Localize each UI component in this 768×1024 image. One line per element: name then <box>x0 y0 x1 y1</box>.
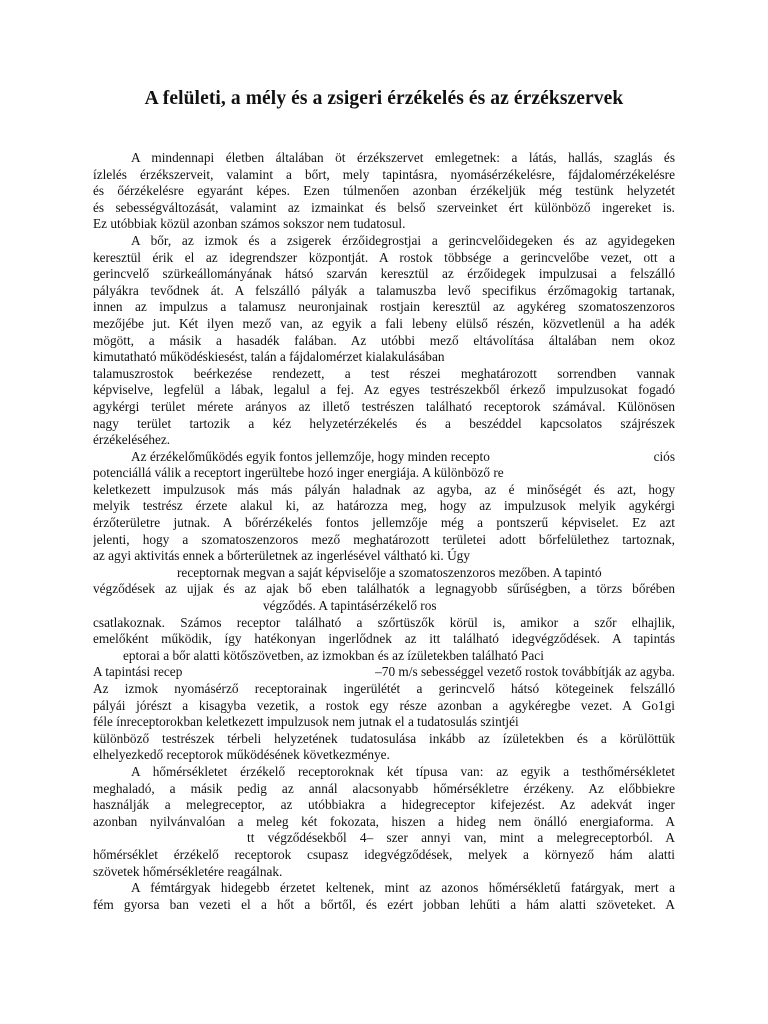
document-title: A felületi, a mély és a zsigeri érzékelés és az érzékszervek <box>144 88 624 109</box>
text-line <box>93 781 675 798</box>
text-line <box>93 631 675 648</box>
text-line <box>93 216 675 233</box>
text-line-content: szövetek hőmérsékletére reagálnak. <box>93 863 283 879</box>
text-line <box>93 648 675 665</box>
text-line-content: nagy terület tartozik a kéz helyzetérzékelés és a beszéddel kapcsolatos szájrészek <box>93 415 675 431</box>
text-line-content: érzőterületre jutnak. A bőrérzékelés fontos jellemzője még a pontszerű képviselet. Ez azt <box>93 515 675 531</box>
text-line <box>93 299 675 316</box>
text-line-fragment: ciós <box>653 448 675 464</box>
text-line <box>93 316 675 333</box>
text-line-content: ízlelés érzékszerveit, valamint a bőrt, mely tapintásra, nyomásérzékelésre, fájdalomérzékelésre <box>93 166 675 182</box>
text-line-content: és őérzékelésre egyaránt képes. Ezen túlmenően azonban érzékeljük még testünk helyzetét <box>93 183 675 199</box>
text-line-content: azonban nyilvánvalóan a meleg két fokozata, hiszen a hideg nem önálló energiaforma. A <box>93 813 675 829</box>
text-line-content: Az érzékelőműködés egyik fontos jellemzője, hogy minden recepto <box>131 448 490 464</box>
text-line <box>93 382 675 399</box>
text-line <box>93 266 675 283</box>
text-line-content: receptornak megvan a saját képviselője a szomatoszenzoros mezőben. A tapintó <box>177 564 602 580</box>
text-line-content: fém gyorsa ban vezeti el a hőt a bőrtől, és ezért jobban lehűti a hám alatti szöveteket. A <box>93 896 675 912</box>
text-line-content: pályái jórészt a kisagyba vezetik, a rostok egy része azonban a agykéregbe vezet. A Go1gi <box>93 697 675 713</box>
text-line <box>93 416 675 433</box>
text-line-content: A hőmérsékletet érzékelő receptoroknak két típusa van: az egyik a testhőmérsékletet <box>131 763 675 779</box>
text-line-content: keletkezett impulzusok más más pályán haladnak az agyba, az é minőségét és azt, hogy <box>93 481 675 497</box>
text-line <box>93 830 675 847</box>
text-line <box>93 183 675 200</box>
text-line <box>93 150 675 167</box>
text-line-content: használják a melegreceptor, az utóbbiakra a hidegreceptor kifejezést. Az adekvát inger <box>93 797 675 813</box>
text-line <box>93 581 675 598</box>
text-line <box>93 615 675 632</box>
text-line-content: eptorai a bőr alatti kötőszövetben, az izmokban és az ízületekben található Paci <box>123 647 544 663</box>
text-line <box>93 333 675 350</box>
text-line <box>93 167 675 184</box>
text-line-content: keresztül érik el az idegrendszer központját. A rostok többsége a gerincvelőbe vezet, ott a <box>93 249 675 265</box>
text-line <box>93 366 675 383</box>
text-line-content: mezőjébe jut. Két ilyen mező van, az egyik a fali lebeny elülső részén, közvetlenül a ha adék <box>93 315 675 331</box>
text-line <box>93 498 675 515</box>
text-line-content: hőmérséklet érzékelő receptorok csupasz idegvégződések, melyek a környező hám alatti <box>93 846 675 862</box>
text-line <box>93 399 675 416</box>
text-line-content: jelenti, hogy a szomatoszenzoros mező meghatározott területei adott bőrfelülethez tartoznak, <box>93 531 675 547</box>
text-line <box>93 747 675 764</box>
text-line-content: A fémtárgyak hidegebb érzetet keltenek, mint az azonos hőmérsékletű fatárgyak, mert a <box>131 880 675 896</box>
text-line-content: különböző testrészek térbeli helyzetének tudatosulása inkább az ízületekben és a körülöttük <box>93 730 675 746</box>
text-line <box>93 681 675 698</box>
text-line-content: kimutatható működéskiesést, talán a fájdalomérzet kialakulásában <box>93 349 445 365</box>
text-line-content: végződések az ujjak és az ajak bő eben találhatók a legnagyobb sűrűségben, a törzs bőrében <box>93 581 675 597</box>
text-line <box>93 482 675 499</box>
text-line <box>93 797 675 814</box>
text-line-content: végződés. A tapintásérzékelő ros <box>263 598 437 614</box>
text-line-content: féle ínreceptorokban keletkezett impulzusok nem jutnak el a tudatosulás szintjéi <box>93 714 519 730</box>
text-line <box>93 864 675 881</box>
text-line <box>93 664 675 681</box>
text-line-content: és sebességváltozását, valamint az izmainkat és belső szerveinket ért különböző ingereket is. <box>93 199 675 215</box>
text-line <box>93 598 675 615</box>
text-line-content: csatlakoznak. Számos receptor található a szőrtüszők körül is, amikor a szőr elhajlik, <box>93 614 675 630</box>
text-line-content: innen az impulzus a talamusz neuronjainak rostjain keresztül az agykéreg szomatoszenzoros <box>93 299 675 315</box>
text-line-content: A mindennapi életben általában öt érzékszervet emlegetnek: a látás, hallás, szaglás és <box>131 150 675 165</box>
text-line <box>93 200 675 217</box>
text-line <box>93 548 675 565</box>
text-line-content: az agyi aktivitás ennek a bőrterületnek az ingerlésével váltható ki. Úgy <box>93 548 470 564</box>
text-line-content: mögött, a másik a hasadék falában. Az utóbbi mező eltávolítása általában nem okoz <box>93 332 675 348</box>
document-body <box>93 150 675 913</box>
text-line <box>93 847 675 864</box>
text-line-content: emelőként működik, így hatékonyan ingerlődnek az itt található idegvégződések. A tapintás <box>93 631 675 647</box>
text-line-fragment: –70 m/s sebességgel vezető rostok továbbítják az agyba. <box>375 664 675 680</box>
text-line <box>93 349 675 366</box>
text-line <box>93 233 675 250</box>
text-line-content: pályákra tevődnek át. A felszálló pályák a talamuszba levő specifikus érzőmagokig tartanak, <box>93 282 675 298</box>
text-line-content: tt végződésekből 4– szer annyi van, mint a melegreceptorból. A <box>247 830 675 846</box>
text-line <box>93 250 675 267</box>
text-line-content: Ez utóbbiak közül azonban számos sokszor nem tudatosul. <box>93 216 406 232</box>
text-line <box>93 764 675 781</box>
text-line <box>93 897 675 914</box>
text-line-content: Az izmok nyomásérző receptorainak ingerülétét a gerincvelő hátsó kötegeinek felszálló <box>93 681 675 696</box>
text-line <box>93 432 675 449</box>
text-line-content: A bőr, az izmok és a zsigerek érzőidegrostjai a gerincvelőidegeken és az agyidegeken <box>131 232 675 248</box>
text-line <box>93 565 675 582</box>
text-line-content: képviselve, legfelül a lábak, legalul a fej. Az egyes testrészekből érkező impulzusokat fogadó <box>93 382 675 398</box>
text-line-content: talamuszrostok beérkezése rendezett, a test részei meghatározott sorrendben vannak <box>93 365 675 381</box>
text-line <box>93 449 675 466</box>
text-line-content: potenciállá válik a receptort ingerültebe hozó inger energiája. A különböző re <box>93 465 504 481</box>
text-line-content: agykérgi terület mérete arányos az illető testrészen található receptorok számával. Különösen <box>93 398 675 414</box>
text-line <box>93 880 675 897</box>
text-line-content: melyik testrész érzete alakul ki, az határozza meg, hogy az impulzusok melyik agykérgi <box>93 498 675 514</box>
text-line-content: meghaladó, a másik pedig az annál alacsonyabb hőmérsékletre érzékeny. Az előbbiekre <box>93 780 675 796</box>
text-line <box>93 532 675 549</box>
text-line-content: érzékeléséhez. <box>93 432 171 448</box>
text-line <box>93 698 675 715</box>
text-line <box>93 731 675 748</box>
text-line-content: gerincvelő szürkeállományának hátsó szarván keresztül az érzőidegek impulzusai a felszálló <box>93 266 675 282</box>
text-line-content: A tapintási recep <box>93 664 183 680</box>
text-line <box>93 814 675 831</box>
text-line <box>93 515 675 532</box>
text-line <box>93 465 675 482</box>
text-line <box>93 714 675 731</box>
text-line <box>93 283 675 300</box>
text-line-content: elhelyezkedő receptorok működésének következménye. <box>93 747 390 763</box>
